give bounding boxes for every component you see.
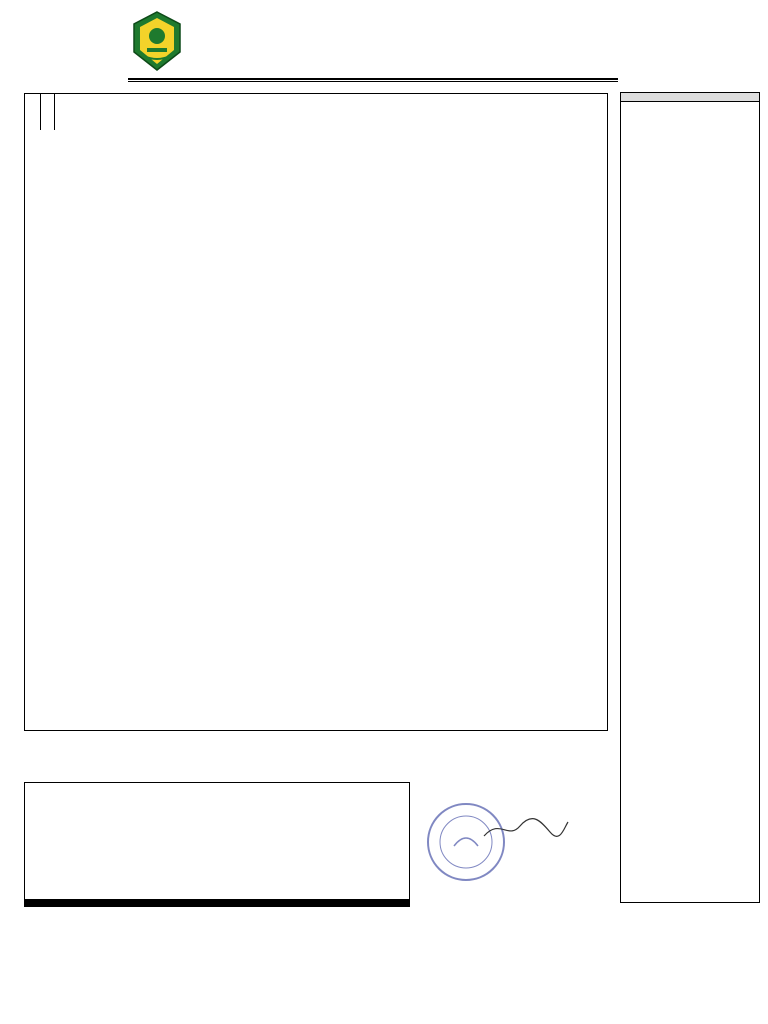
header-divider-thin	[128, 81, 618, 82]
effective-date	[25, 899, 409, 906]
subject-code-legend	[24, 782, 410, 907]
teacher-code-list	[620, 92, 760, 903]
jam-header	[41, 94, 55, 130]
schedule-table	[24, 93, 608, 731]
hari-header	[25, 94, 41, 130]
header-divider	[128, 78, 618, 80]
signature-icon	[480, 816, 570, 842]
signature-block	[420, 786, 610, 896]
teacher-list-title	[621, 93, 759, 102]
kemenag-logo-icon	[130, 10, 184, 72]
official-stamp-icon	[424, 800, 508, 884]
letterhead	[120, 8, 650, 76]
